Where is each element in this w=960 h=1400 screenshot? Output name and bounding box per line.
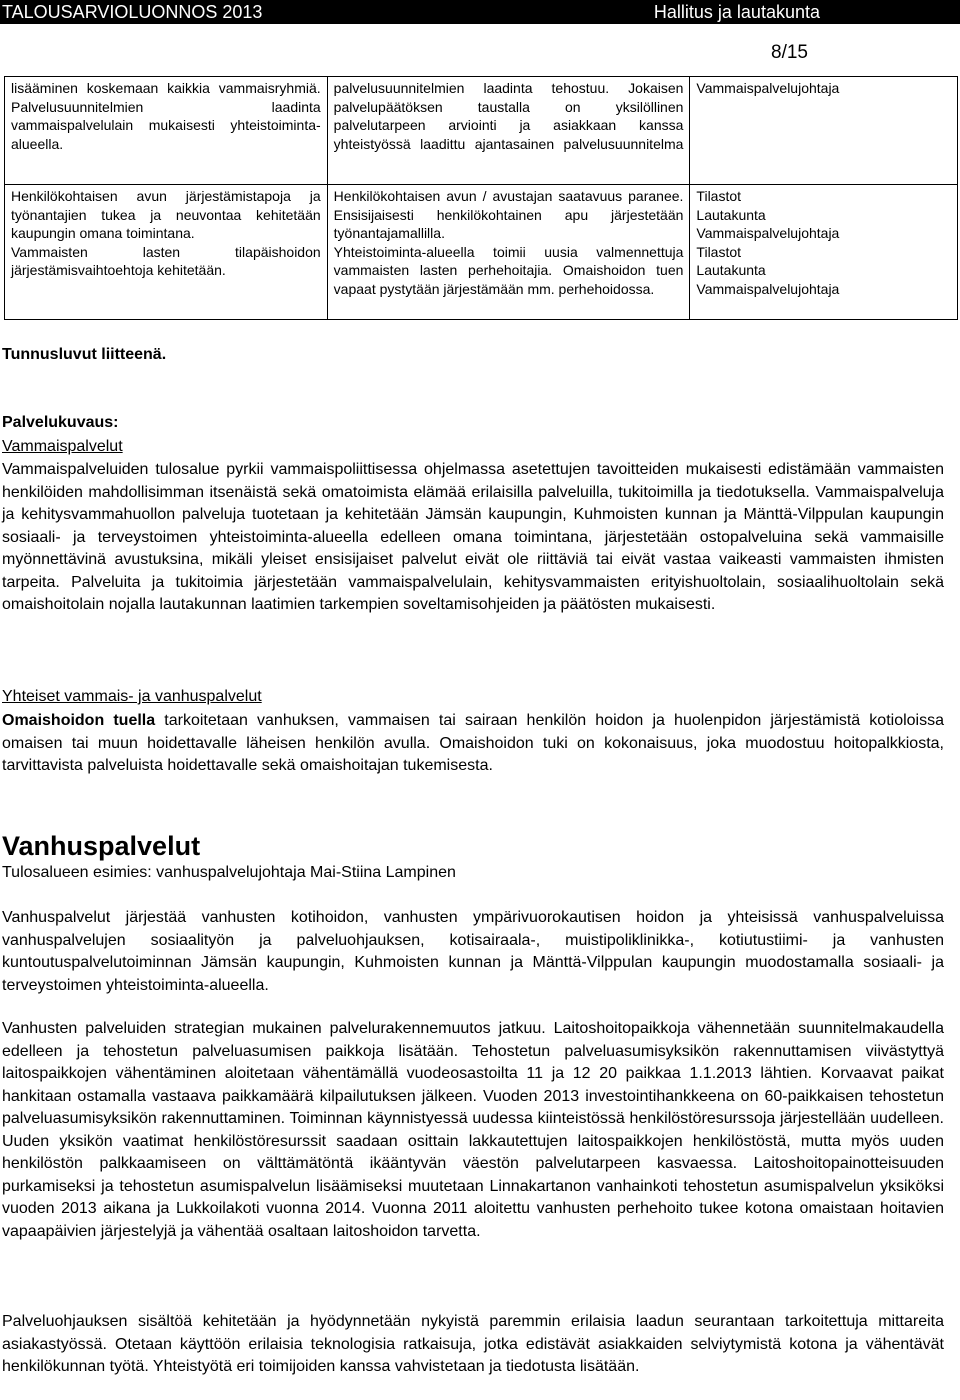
responsible-entry: Tilastot	[696, 243, 742, 260]
palvelukuvaus-heading: Palvelukuvaus:	[2, 414, 119, 431]
document-header	[0, 0, 960, 24]
vanhuspalvelut-heading: Vanhuspalvelut	[2, 831, 201, 861]
header-section: Hallitus ja lautakunta	[653, 2, 820, 22]
table-row	[5, 185, 958, 320]
omaishoito-lead: Omaishoidon tuella	[2, 712, 156, 729]
vammaispalvelut-subheading: Vammaispalvelut	[2, 438, 123, 455]
table-cell-responsible	[690, 77, 958, 185]
page-number: 8/15	[771, 42, 808, 63]
header-title: TALOUSARVIOLUONNOS 2013	[2, 2, 263, 22]
vanhuspalvelut-paragraph-3: Palveluohjauksen sisältöä kehitetään ja hyödynnetään nykyistä paremmin erilaisia laadun seurantaan tarkoitettuja mittareita asiakastyössä. Otetaan käyttöön erilaisia teknologisia ratkaisuja, jotka edistävät asiakkaiden selviytymistä kotona ja vähentävät henkilökunnan työtä. Yhteistyötä eri toimijoiden kanssa vahvistetaan ja tiedotusta lisätään.	[2, 1313, 944, 1375]
responsible-entry: Lautakunta	[696, 206, 766, 223]
cell-text: lisääminen koskemaan kaikkia vammaisryhmiä. Palvelusuunnitelmien laadinta vammaispalvelulain mukaisesti yhteistoiminta-alueella.	[11, 80, 321, 152]
responsible-entry: Vammaispalvelujohtaja	[696, 225, 840, 241]
cell-text: Henkilökohtaisen avun / avustajan saatavuus paranee. Ensisijaisesti henkilökohtainen apu järjestetään työnantajamallilla.	[333, 188, 684, 241]
vammaispalvelut-paragraph: Vammaispalveluiden tulosalue pyrkii vammaispoliittisessa ohjelmassa asetettujen tavoitteiden mukaisesti edistämään vammaisten henkilöiden mahdollisimman itsenäistä sekä omatoimista elämää erilaisilla palveluilla, tukitoimilla ja tiedotuksella. Vammaispalveluja ja kehitysvammahuollon palveluja tuotetaan ja kehitetään Jämsän kaupungin, Kuhmoisten kunnan ja Mänttä-Vilppulan kaupungin sosiaali- ja terveystoimen yhteistoiminta-alueella edelleen omana toimintana, järjestetään ostopalveluina sekä vammaisille myönnettävinä avustuksina, mikäli yleiset ensisijaiset palvelut eivät ole riittäviä tai eivät vastaa vaikeasti vammaisten ihmisten tarpeita. Palveluita ja tukitoimia järjestetään vammaispalvelulain, kehitysvammaisten erityishuoltolain, sosiaalihuoltolain sekä omaishoitolain nojalla lautakunnan laatimien tarkempien soveltamisohjeiden ja päätösten mukaisesti.	[2, 461, 944, 613]
table-cell-outcome	[327, 77, 690, 185]
responsible-entry: Tilastot	[696, 188, 742, 204]
omaishoito-paragraph	[2, 710, 944, 778]
responsible-entry: Lautakunta	[696, 262, 766, 278]
cell-text: palvelusuunnitelmien laadinta tehostuu. Jokaisen palvelupäätöksen taustalla on yksilöllinen palvelutarpeen arviointi ja asiakkaan kanssa yhteistyössä laadittu ajantasainen palvelusuunnitelma	[333, 80, 684, 152]
table-cell-goal	[5, 185, 328, 320]
yhteiset-heading: Yhteiset vammais- ja vanhuspalvelut	[2, 688, 262, 705]
cell-text: Yhteistoiminta-alueella toimii uusia valmennettuja vammaisten lasten perhehoitajia. Omaishoidon tuen vapaat pystytään järjestämään mm. perhehoidossa.	[333, 243, 684, 297]
responsible-entry: Vammaispalvelujohtaja	[696, 80, 840, 96]
table-row	[5, 77, 958, 185]
table-cell-outcome	[327, 185, 690, 320]
tunnusluvut-note: Tunnusluvut liitteenä.	[2, 346, 167, 363]
table-cell-goal	[5, 77, 328, 185]
vanhuspalvelut-manager: Tulosalueen esimies: vanhuspalvelujohtaja Mai-Stiina Lampinen	[2, 864, 456, 881]
vanhuspalvelut-paragraph-2: Vanhusten palveluiden strategian mukainen palvelurakennemuutos jatkuu. Laitoshoitopaikkoja vähennetään suunnitelmakaudella edelleen ja tehostetun palveluasumisen paikkoja lisätään. Tehostetun palveluasumisyksikön rakennuttamisen viivästyttyä laitospaikkojen vähentäminen aloitetaan vähentämällä vuodeosastoilta 11 ja 12 20 paikkaa 1.1.2013 lähtien. Korvaavat paikat hankitaan ostamalla vastaava paikkamäärä kilpailutuksen jälkeen. Vuoden 2013 investointihankkeena on 60-paikkaisen tehostetun palveluasumisyksikön rakennuttaminen. Toiminnan käynnistyessä uudessa kiinteistössä henkilöstöresurssoja järjestellään uudelleen. Uuden yksikön vaatimat henkilöstöresurssit saadaan osittain lakkautettujen laitospaikkojen henkilöstöstä, mutta myös uuden henkilöstön palkkaamiseen on välttämätöntä ikääntyvän väestön palvelutarpeen kasvaessa. Laitoshoitopainotteisuuden purkamiseksi ja tehostetun asumispalvelun lisäämiseksi muutetaan Linnakartanon vanhainkoti tehostetun asumispalvelun yksiköksi vuoden 2013 aikana ja Lukkoilakoti vuonna 2014. Vuonna 2011 aloitettu vanhusten perhehoito tukee kotona omaistaan hoitavien vapaapäivien järjestelyjä ja vähentää osaltaan laitoshoidon tarvetta.	[2, 1020, 944, 1240]
action-plan-table	[4, 76, 958, 320]
cell-text: Vammaisten lasten tilapäishoidon järjestämisvaihtoehtoja kehitetään.	[11, 243, 321, 278]
responsible-entry: Vammaispalvelujohtaja	[696, 280, 840, 297]
table-cell-responsible	[690, 185, 958, 320]
cell-text: Henkilökohtaisen avun järjestämistapoja ja työnantajien tukea ja neuvontaa kehitetään kaupungin omana toimintana.	[11, 188, 321, 241]
vanhuspalvelut-paragraph-1: Vanhuspalvelut järjestää vanhusten kotihoidon, vanhusten ympärivuorokautisen hoidon ja yhteisissä vanhuspalveluissa vanhuspalvelujen sosiaalityön ja palveluohjauksen, kotisairaala-, muistipoliklinikka-, kotiutustiimi- ja vanhusten kuntoutuspalvelutoiminnan Jämsän kaupungin, Kuhmoisten kunnan ja Mänttä-Vilppulan kaupungin muodostamalla sosiaali- ja terveystoimen yhteistoiminta-alueella.	[2, 909, 944, 994]
omaishoito-text: tarkoitetaan vanhuksen, vammaisen tai sairaan henkilön hoidon ja huolenpidon järjestämistä kotioloissa omaisen tai muun hoidettavalle läheisen henkilön avulla. Omaishoidon tuki on kokonaisuus, joka muodostuu hoitopalkkiosta, tarvittavista palveluista hoidettavalle sekä omaishoitajan tukemisesta.	[2, 712, 945, 774]
